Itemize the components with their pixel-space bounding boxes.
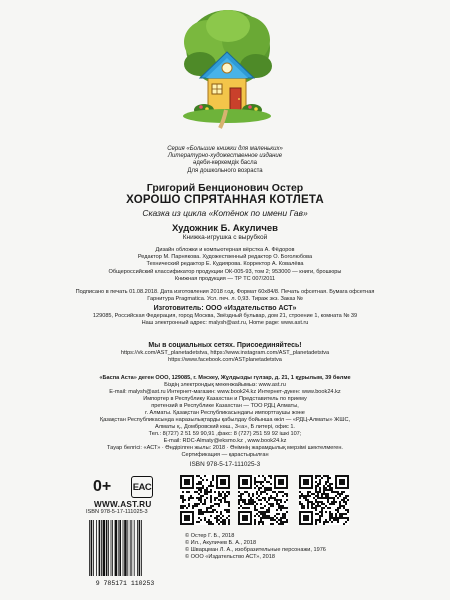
- edition-type-kz: әдеби-көркемдік басла: [193, 160, 257, 167]
- kz-line: Тауар белгісі: «АСТ» · Өндірілген жылы: 2018 · Өнімнің жарамдылық мерзімі шектелмеген.: [107, 445, 343, 451]
- author-name: Григорий Бенционович Остер: [146, 182, 304, 194]
- social-heading: Мы в социальных сетях. Присоединяйтесь!: [148, 342, 302, 349]
- kz-line: Тел.: 8(727) 2 51 59 90,91 ,факс: 8 (727) 251 59 92 ішкі 107;: [148, 431, 302, 437]
- social-link-line: https://www.facebook.com/ASTplanetadetstva: [168, 357, 282, 363]
- age-group: Для дошкольного возраста: [187, 167, 263, 174]
- kz-line: E-mail: malysh@ast.ru Интернет-магазин: www.book24.kz Интернет-дүкен: www.book24.kz: [109, 389, 341, 395]
- kz-line: г. Алматы. Қазақстан Республикасындағы импорттаушы және: [145, 410, 305, 416]
- kz-line: «Баспа Аста» деген ООО, 129085, г. Мәскеу, Жұлдызды гүлзар, д. 21, 1 құрылым, 39 бөлме: [99, 375, 351, 381]
- series-info: [0, 146, 450, 175]
- book-title: ХОРОШО СПРЯТАННАЯ КОТЛЕТА: [126, 194, 324, 206]
- publisher-address: 129085, Российская Федерация, город Москва, Звёздный бульвар, дом 21, строение 1, комната № 39: [92, 313, 358, 319]
- copyright-line: © Остер Г. Б., 2018: [185, 533, 235, 539]
- publisher-contacts: Наш электронный адрес: malysh@ast.ru, Home page: www.ast.ru: [141, 320, 309, 326]
- book-type: Книжка-игрушка с вырубкой: [182, 234, 268, 241]
- barcode-isbn: ISBN 978-5-17-111025-3: [86, 509, 148, 515]
- print-info-line: Подписано в печать 01.08.2018. Дата изготовления 2018 г.од. Формат 60х84/8. Печать офсетная. Бумага офсетная: [75, 289, 375, 295]
- illustrator-name: Художник Б. Акуличев: [171, 223, 279, 234]
- classifier-line: Общероссийский классификатор продукции ОК-005-93, том 2; 953000 — книги, брошюры: [108, 269, 342, 275]
- copyright-line: © Шварцман Л. А., изобразительные персонажи, 1976: [185, 547, 326, 553]
- credit-line: Дизайн обложки и компьютерная вёрстка А. Фёдоров: [155, 247, 295, 253]
- classifier-line: Книжная продукция — ТР ТС 007/2011: [174, 276, 276, 282]
- book-subtitle: Сказка из цикла «Котёнок по имени Гав»: [142, 208, 308, 218]
- eac-mark-icon: [131, 476, 153, 498]
- qr-code-icon: [299, 475, 349, 525]
- kazakhstan-info: [0, 375, 450, 459]
- kz-line: Алматы қ., Домбровский көш., 3«а», Б литері, офис 1.: [154, 424, 295, 430]
- age-rating-badge: 0+: [93, 478, 112, 495]
- site-url: WWW.AST.RU: [94, 500, 152, 509]
- kz-line: Импортер в Республику Казахстан и Представитель по приему: [143, 396, 307, 402]
- isbn: ISBN 978-5-17-111025-3: [189, 461, 261, 468]
- credits: [0, 247, 450, 268]
- eac-label: EAC: [132, 481, 152, 493]
- credit-line: Технический редактор Е. Кудиярова. Корректор А. Ковалёва: [146, 261, 304, 267]
- kz-line: E-mail: RDC-Almaty@eksmo.kz , www.book24.kz: [163, 438, 287, 444]
- house-logo-icon: [170, 6, 282, 134]
- kz-line: Қазақстан Республикасында наразылықтарды қабылдау бойынша өкіл — «РДЦ-Алматы» ЖШС,: [99, 417, 351, 423]
- print-info: [0, 289, 450, 303]
- copyright-line: © Ил., Акуличев Б. А., 2018: [185, 540, 257, 546]
- qr-code-icon: [180, 475, 230, 525]
- classifier-info: [0, 269, 450, 283]
- kz-line: Біздің электрондық мекенжайымыз: www.ast.ru: [164, 382, 286, 388]
- barcode-icon: [85, 518, 165, 588]
- barcode-number: 9 785171 110253: [95, 580, 155, 587]
- kz-line: претензий в Республике Казахстан — ТОО РДЦ Алматы,: [151, 403, 299, 409]
- print-info-line: Гарнитура Pragmatica. Усл. печ. л. 0,93. Тираж экз. Заказ №: [147, 296, 303, 302]
- social-links: [0, 350, 450, 364]
- copyright-notices: [185, 533, 415, 561]
- copyright-line: © ООО «Издательство АСТ», 2018: [185, 554, 275, 560]
- publisher-info: [0, 313, 450, 327]
- edition-type: Литературно-художественное издание: [167, 153, 283, 160]
- kz-line: Сертификация — қарастырылған: [181, 452, 269, 458]
- credit-line: Редактор М. Парнякова. Художественный редактор О. Боголюбова: [137, 254, 313, 260]
- publisher-heading: Изготовитель: ООО «Издательство АСТ»: [153, 305, 297, 312]
- qr-code-icon: [238, 475, 288, 525]
- social-link-line: https://vk.com/AST_planetadetstva, https://www.instagram.com/AST_planetadetstva: [120, 350, 330, 356]
- series-name: Серия «Большие книжки для маленьких»: [167, 146, 283, 152]
